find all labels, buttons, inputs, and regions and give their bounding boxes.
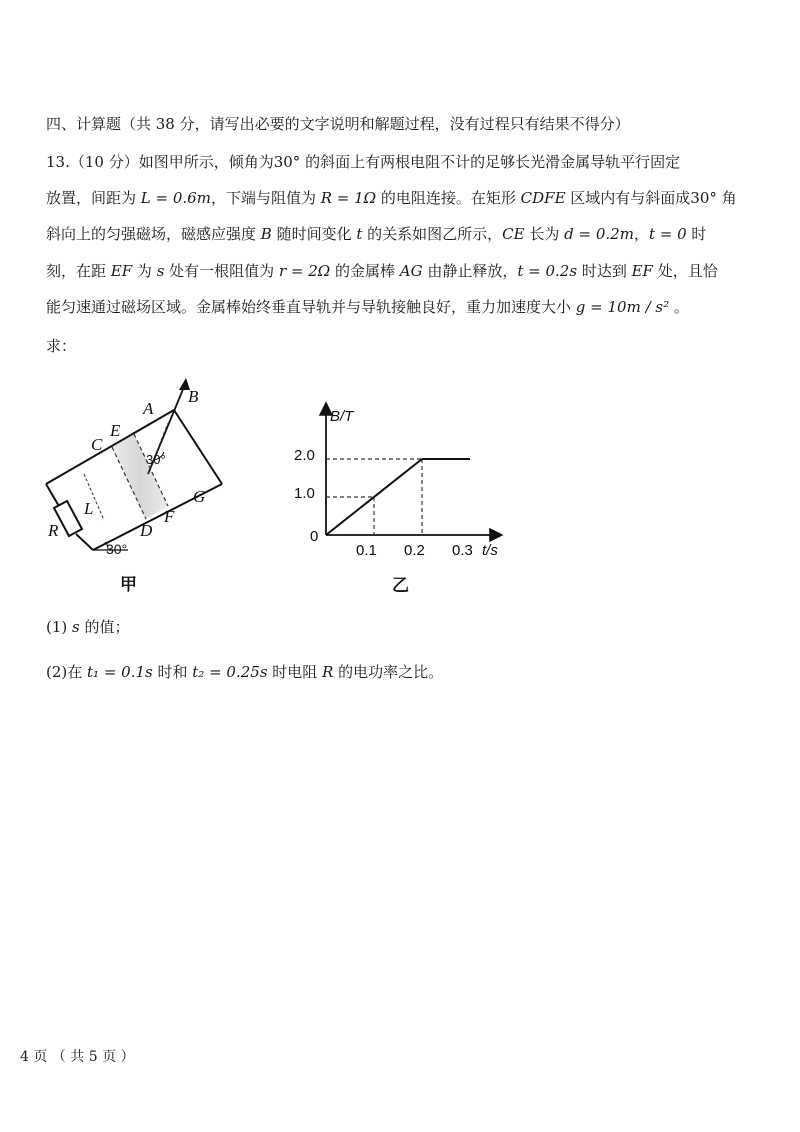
label-C: C (91, 435, 103, 454)
formula-AG: AG (399, 262, 423, 280)
plot-area (326, 459, 470, 535)
formula-s: s (72, 618, 80, 636)
sub-question-1 (46, 617, 130, 637)
label-F: F (164, 507, 175, 526)
formula-d: d = 0.2m (564, 225, 634, 243)
sub-question-2 (46, 662, 443, 682)
formula-s: s (156, 262, 165, 280)
text: 长为 (524, 225, 565, 243)
text: 时 (686, 225, 707, 243)
text: 时和 (152, 663, 193, 681)
formula-t1: t₁ = 0.1s (87, 663, 153, 681)
formula-R: R = 1Ω (320, 189, 377, 207)
text: 的关系如图乙所示， (362, 225, 503, 243)
angle-inner-label: 30° (146, 452, 166, 467)
formula-EF: EF (631, 262, 653, 280)
text: 的电功率之比。 (333, 663, 444, 681)
rod-AG (174, 410, 222, 484)
question-number: 13. (46, 153, 70, 171)
caption-jia: 甲 (120, 575, 137, 595)
text: 的电阻连接。在矩形 (376, 189, 521, 207)
question-line-6: 求： (46, 337, 77, 355)
formula-r: r = 2Ω (278, 262, 331, 280)
origin-label: 0 (310, 528, 319, 545)
text: 刻，在距 (46, 262, 111, 280)
formula-CE: CE (502, 225, 525, 243)
label-R: R (48, 521, 59, 540)
formula-R: R (322, 663, 334, 681)
figure-jia (36, 370, 286, 600)
x-tick-2: 0.2 (404, 542, 425, 559)
text: 由静止释放， (422, 262, 518, 280)
formula-g: g = 10m / s² (575, 298, 670, 316)
text: 。 (669, 298, 689, 316)
text: 的金属棒 (330, 262, 400, 280)
formula-t2: t₂ = 0.25s (192, 663, 268, 681)
label-L: L (84, 499, 94, 518)
formula-CDFE: CDFE (520, 189, 566, 207)
x-axis-label: t/s (482, 542, 498, 559)
text: 放置，间距为 (46, 189, 141, 207)
text: (2)在 (46, 663, 88, 681)
label-D: D (140, 521, 153, 540)
question-line-4 (46, 261, 718, 281)
formula-t0: t = 0 (648, 225, 687, 243)
section-title: 四、计算题（共 38 分，请写出必要的文字说明和解题过程，没有过程只有结果不得分） (46, 115, 630, 133)
caption-yi: 乙 (392, 576, 409, 596)
question-text: 如图甲所示，倾角为30° 的斜面上有两根电阻不计的足够长光滑金属导轨平行固定 (138, 153, 681, 171)
rail-end-left (46, 484, 60, 508)
page-footer: 4 页 （ 共 5 页 ） (20, 1049, 135, 1065)
question-line-2 (46, 188, 737, 208)
y-axis-label: B/T (330, 408, 354, 425)
text: 能匀速通过磁场区域。金属棒始终垂直导轨并与导轨接触良好，重力加速度大小 (46, 298, 576, 316)
text: ，下端与阻值为 (210, 189, 321, 207)
label-E: E (110, 421, 121, 440)
figure-yi (294, 395, 530, 615)
text: 为 (132, 262, 157, 280)
text: (1) (46, 618, 73, 636)
text: 时达到 (577, 262, 632, 280)
angle-base-label: 30° (106, 541, 128, 557)
text: 随时间变化 (271, 225, 357, 243)
text: 时电阻 (267, 663, 323, 681)
text: 的值； (79, 618, 130, 636)
label-B: B (188, 387, 199, 406)
text: 处有一根阻值为 (164, 262, 279, 280)
label-G: G (193, 487, 206, 506)
label-A: A (143, 399, 154, 418)
x-tick-3: 0.3 (452, 542, 473, 559)
question-line-1 (46, 152, 680, 172)
y-tick-2: 2.0 (294, 447, 315, 464)
text: 区域内有与斜面成30° 角 (565, 189, 737, 207)
question-score: （10 分） (69, 153, 139, 171)
text: 处，且恰 (652, 262, 718, 280)
formula-L: L = 0.6m (140, 189, 211, 207)
question-line-3 (46, 224, 706, 244)
y-tick-1: 1.0 (294, 485, 315, 502)
question-line-5 (46, 297, 689, 317)
rail-end-bottom (76, 534, 93, 550)
formula-t02: t = 0.2s (517, 262, 578, 280)
x-tick-1: 0.1 (356, 542, 377, 559)
formula-B: B (260, 225, 272, 243)
text: ， (633, 225, 649, 243)
formula-t: t (356, 225, 363, 243)
text: 斜向上的匀强磁场，磁感应强度 (46, 225, 261, 243)
formula-EF: EF (110, 262, 133, 280)
